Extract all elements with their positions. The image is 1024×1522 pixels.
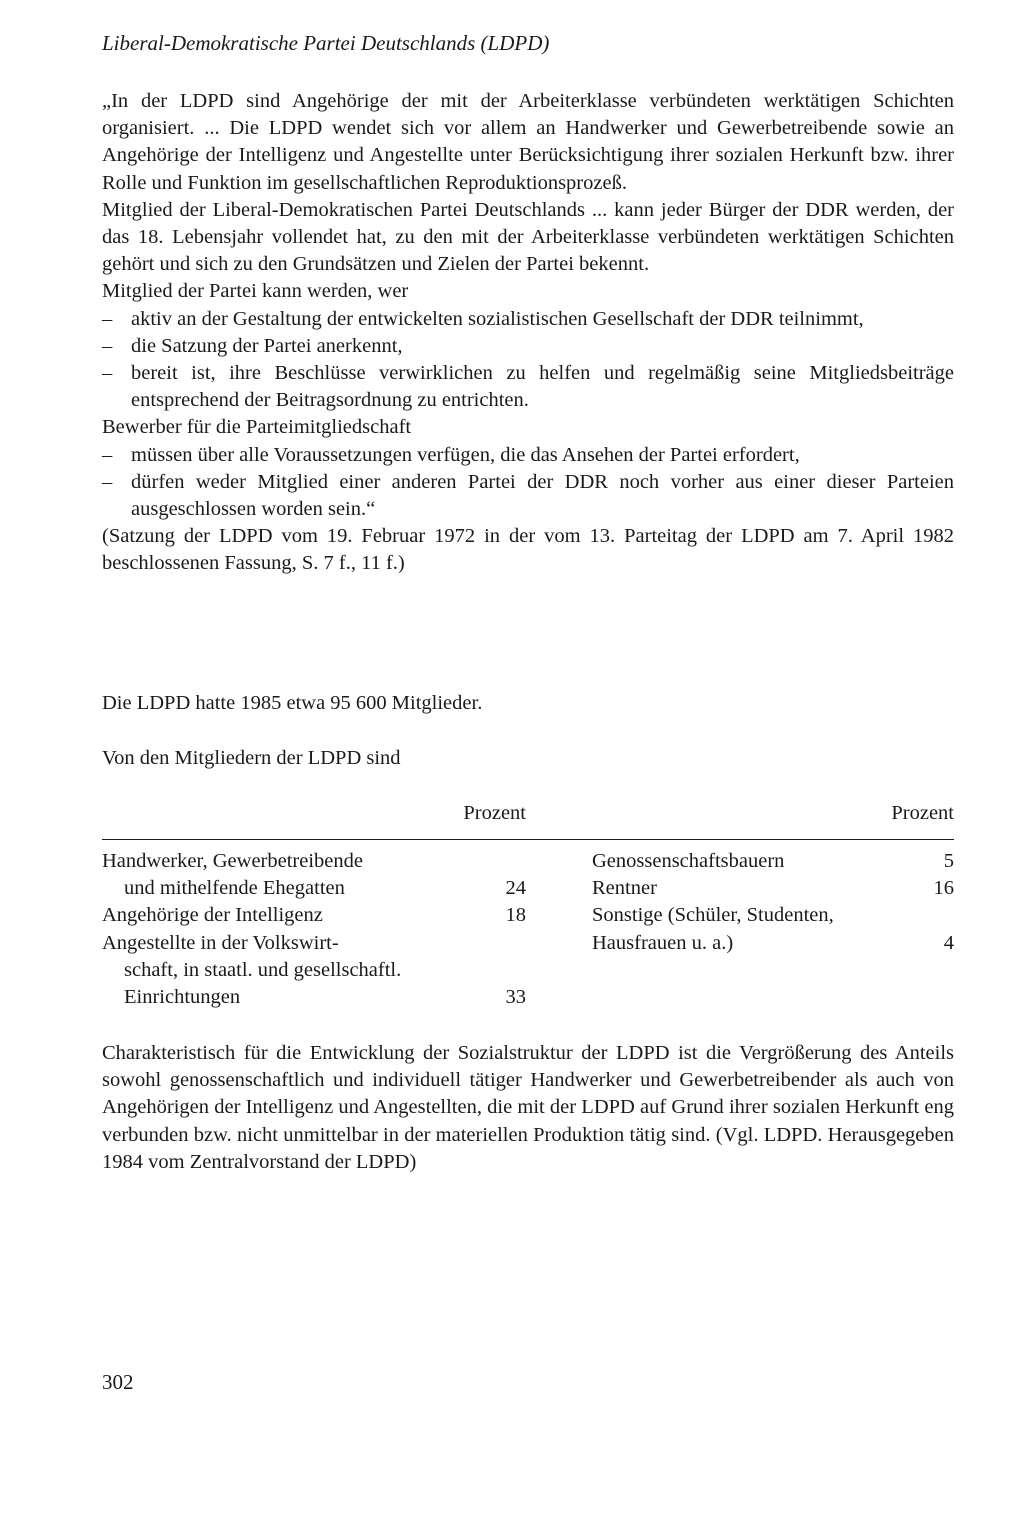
dash-bullet: –: [102, 334, 113, 357]
header-percent-right: Prozent: [891, 802, 954, 824]
dash-bullet: –: [102, 470, 113, 493]
list-item: [102, 442, 954, 469]
page-number: 302: [102, 1370, 134, 1394]
row-value: 5: [943, 850, 954, 872]
row-value: 33: [505, 986, 526, 1009]
quote-paragraph-3: Mitglied der Partei kann werden, wer: [102, 280, 409, 303]
row-label: Angehörige der Intelligenz: [102, 904, 323, 927]
running-head: Liberal-Demokratische Partei Deutschlands (LDPD): [102, 31, 550, 55]
table-row: [592, 875, 954, 902]
table-column-left: [102, 848, 526, 1011]
row-label: Genossenschaftsbauern: [592, 850, 785, 872]
row-label: Rentner: [592, 877, 657, 900]
list-item: [102, 469, 954, 523]
quote-paragraph-4: Bewerber für die Parteimitgliedschaft: [102, 416, 412, 439]
quote-paragraph-1: „In der LDPD sind Angehörige der mit der Arbeiterklasse verbündeten werktätigen Schichten organisiert. ... Die LDPD wendet sich vor allem an Handwerker und Gewerbetreibende sowie an Angehörige der Intelligenz und Angestellte unter Berücksichtigung ihrer sozialen Herkunft bzw. ihrer Rolle und Funktion im gesellschaftlichen Reproduktionsprozeß.: [102, 90, 954, 194]
list-item: [102, 333, 954, 360]
table-column-right: [592, 848, 954, 957]
table-row: [592, 902, 954, 956]
row-label: Angestellte in der Volkswirt-: [102, 931, 339, 954]
row-label-continued: Einrichtungen: [124, 986, 241, 1009]
applicant-conditions-list: [102, 442, 954, 524]
row-label-continued: und mithelfende Ehegatten: [124, 877, 345, 900]
statute-quote: [102, 88, 954, 578]
membership-count: Die LDPD hatte 1985 etwa 95 600 Mitglieder.: [102, 692, 483, 714]
quote-source: (Satzung der LDPD vom 19. Februar 1972 in der vom 13. Parteitag der LDPD am 7. April 1982 beschlossenen Fassung, S. 7 f., 11 f.): [102, 525, 954, 575]
table-row: [102, 848, 526, 902]
table-row: [592, 848, 954, 875]
membership-composition-table: [102, 800, 954, 1009]
list-item-text: aktiv an der Gestaltung der entwickelten sozialistischen Gesellschaft der DDR teilnimmt,: [131, 307, 864, 330]
list-item-text: bereit ist, ihre Beschlüsse verwirklichen zu helfen und regelmäßig seine Mitgliedsbeiträge entsprechend der Beitragsordnung zu entrichten.: [131, 362, 954, 412]
list-item: [102, 306, 954, 333]
dash-bullet: –: [102, 362, 113, 385]
list-item: [102, 360, 954, 414]
row-value: 4: [943, 931, 954, 954]
dash-bullet: –: [102, 307, 113, 330]
closing-paragraph: Charakteristisch für die Entwicklung der Sozialstruktur der LDPD ist die Vergrößerung des Anteils sowohl genossenschaftlich und individuell tätiger Handwerker und Gewerbetreibender als auch von Angehörigen der Intelligenz und Angestellten, die mit der LDPD auf Grund ihrer sozialen Herkunft eng verbunden bzw. nicht unmittelbar in der materiellen Produktion tätig sind. (Vgl. LDPD. Herausgegeben 1984 vom Zentralvorstand der LDPD): [102, 1042, 954, 1173]
dash-bullet: –: [102, 443, 113, 466]
row-label: Handwerker, Gewerbetreibende: [102, 850, 363, 872]
list-item-text: dürfen weder Mitglied einer anderen Partei der DDR noch vorher aus einer dieser Parteien ausgeschlossen worden sein.“: [131, 470, 954, 521]
list-item-text: die Satzung der Partei anerkennt,: [131, 334, 403, 357]
row-label: Sonstige (Schüler, Studenten,: [592, 904, 834, 927]
header-percent-left: Prozent: [463, 802, 526, 824]
table-intro: Von den Mitgliedern der LDPD sind: [102, 747, 401, 769]
membership-conditions-list: [102, 306, 954, 415]
row-value: 16: [933, 877, 954, 900]
list-item-text: müssen über alle Voraussetzungen verfügen, die das Ansehen der Partei erfordert,: [131, 443, 800, 466]
quote-paragraph-2: Mitglied der Liberal-Demokratischen Partei Deutschlands ... kann jeder Bürger der DDR werden, der das 18. Lebensjahr vollendet hat, zu den mit der Arbeiterklasse verbündeten werktätigen Schichten gehört und sich zu den Grundsätzen und Zielen der Partei bekennt.: [102, 198, 954, 276]
row-label-continued: Hausfrauen u. a.): [592, 931, 734, 954]
table-header: [102, 800, 954, 830]
header-rule: [102, 839, 954, 840]
row-value: 18: [505, 904, 526, 927]
row-label-continued: schaft, in staatl. und gesellschaftl.: [124, 958, 402, 981]
table-row: [102, 902, 526, 929]
table-row: [102, 930, 526, 1012]
row-value: 24: [505, 877, 526, 900]
